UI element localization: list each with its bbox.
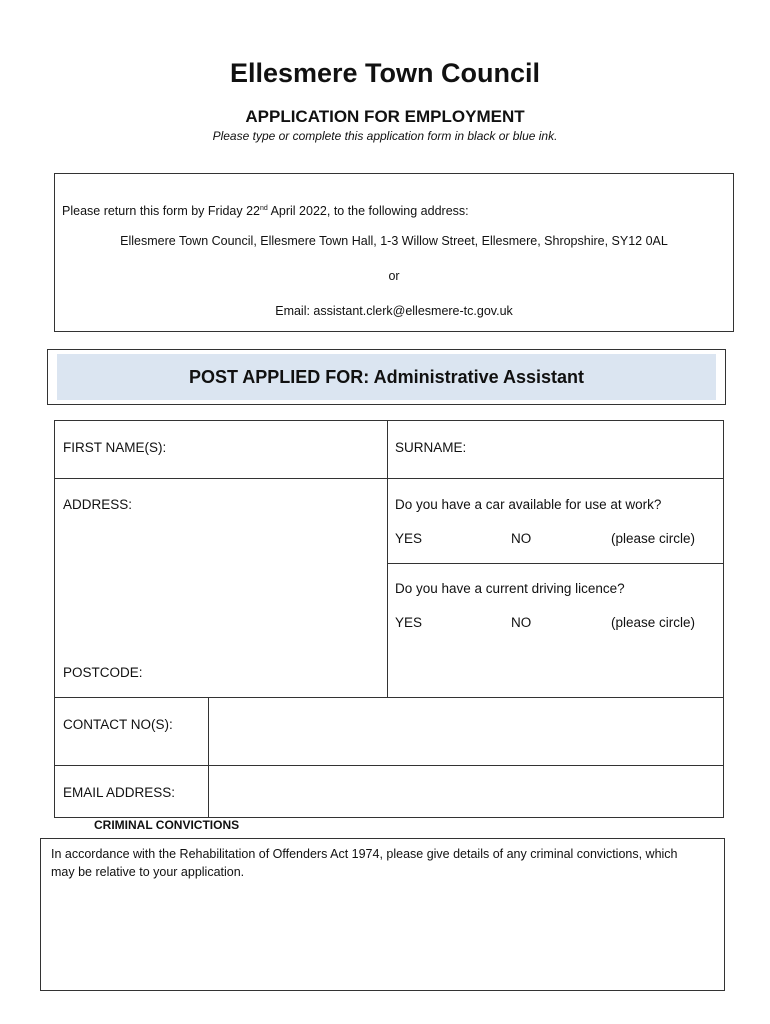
row-divider <box>55 765 723 766</box>
return-deadline: Please return this form by Friday 22nd April 2022, to the following address: <box>62 204 469 218</box>
car-no-option[interactable]: NO <box>511 531 532 546</box>
car-yes-option[interactable]: YES <box>395 531 423 546</box>
org-name: Ellesmere Town Council <box>229 58 541 88</box>
row-divider <box>55 478 723 479</box>
email-field[interactable] <box>215 771 715 813</box>
applicant-details-table <box>54 420 724 818</box>
postcode-label: POSTCODE: <box>63 665 143 680</box>
first-names-field[interactable] <box>215 427 381 473</box>
row-divider <box>55 697 723 698</box>
post-applied-label: POST APPLIED FOR: Administrative Assistant <box>57 354 716 400</box>
return-email: Email: assistant.clerk@ellesmere-tc.gov.uk <box>275 304 513 318</box>
or-separator: or <box>388 269 400 283</box>
form-title: APPLICATION FOR EMPLOYMENT <box>245 107 525 126</box>
post-applied-box <box>47 349 726 405</box>
criminal-convictions-box[interactable] <box>40 838 725 991</box>
return-info-box <box>54 173 734 332</box>
criminal-convictions-text: In accordance with the Rehabilitation of Offenders Act 1974, please give details of any criminal convictions, which may be relative to your application. <box>51 847 678 879</box>
column-divider <box>387 421 388 698</box>
surname-label: SURNAME: <box>395 440 467 455</box>
address-field[interactable] <box>63 517 379 657</box>
column-divider <box>208 698 209 817</box>
licence-please-circle: (please circle) <box>611 615 696 630</box>
return-address: Ellesmere Town Council, Ellesmere Town Hall, 1-3 Willow Street, Ellesmere, Shropshire, SY12 0AL <box>120 234 668 248</box>
surname-field[interactable] <box>485 427 715 473</box>
licence-question: Do you have a current driving licence? <box>395 581 625 596</box>
address-label: ADDRESS: <box>63 497 133 512</box>
contact-label: CONTACT NO(S): <box>63 717 173 732</box>
criminal-convictions-heading: CRIMINAL CONVICTIONS <box>94 818 240 832</box>
contact-field[interactable] <box>215 703 715 761</box>
ink-instruction: Please type or complete this application form in black or blue ink. <box>212 129 558 143</box>
car-question: Do you have a car available for use at work? <box>395 497 662 512</box>
row-divider <box>388 563 723 564</box>
car-please-circle: (please circle) <box>611 531 696 546</box>
first-names-label: FIRST NAME(S): <box>63 440 167 455</box>
licence-no-option[interactable]: NO <box>511 615 532 630</box>
licence-yes-option[interactable]: YES <box>395 615 423 630</box>
email-label: EMAIL ADDRESS: <box>63 785 176 800</box>
